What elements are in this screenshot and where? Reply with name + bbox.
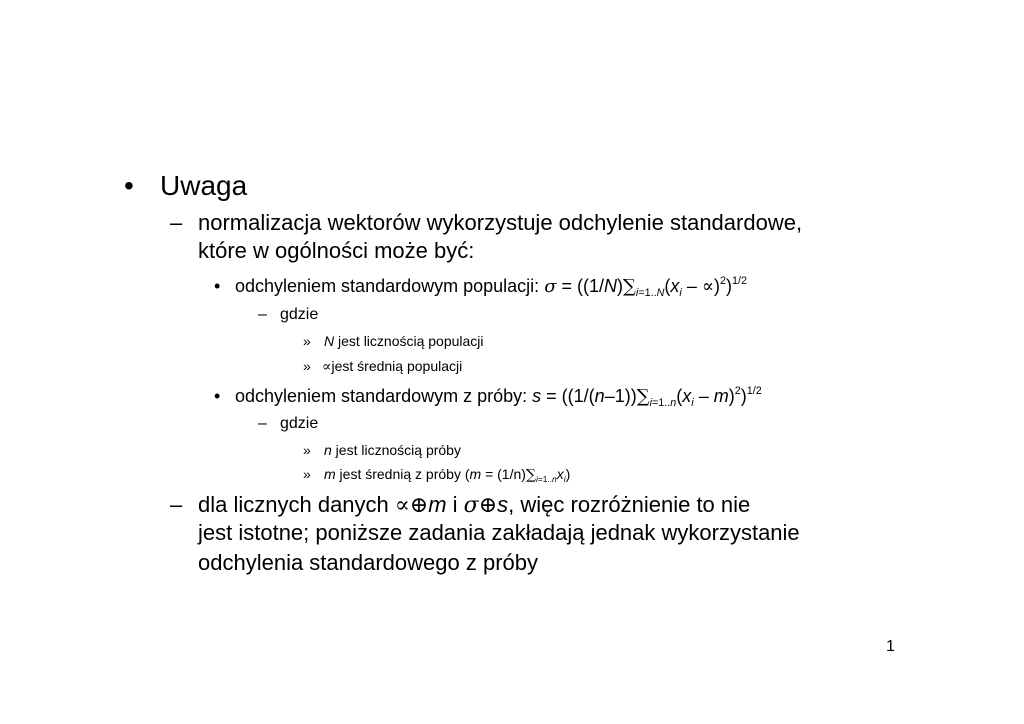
- raquo-marker: »: [303, 358, 311, 374]
- raquo-marker: »: [303, 466, 311, 482]
- item2-line3: odchylenia standardowego z próby: [198, 550, 539, 575]
- bullet-marker: •: [214, 386, 221, 406]
- gdzie-label: gdzie: [280, 415, 319, 432]
- population-def-n: N jest licznością populacji: [324, 333, 484, 349]
- heading-uwaga: Uwaga: [160, 170, 248, 201]
- gdzie-label: gdzie: [280, 306, 319, 323]
- sample-formula: odchyleniem standardowym z próby: $s = ((1/(n-1))\sum_{i=1..n}(x_i - m)^2)^{1/2}$: [235, 384, 762, 409]
- dash-marker: –: [170, 210, 183, 235]
- population-formula: odchyleniem standardowym populacji: $\sigma = ((1/N)\sum_{i=1..N}(x_i - \propto)^2)^{1/2}$: [235, 274, 748, 299]
- raquo-marker: »: [303, 333, 311, 349]
- item2-line2: jest istotne; poniższe zadania zakładają jednak wykorzystanie: [198, 520, 800, 545]
- item2-line1: dla licznych danych ∝⊕m i σ⊕s, więc rozróżnienie to nie: [198, 492, 751, 518]
- item1-line1: normalizacja wektorów wykorzystuje odchylenie standardowe,: [198, 210, 803, 235]
- bullet-marker: •: [214, 276, 221, 296]
- sample-def-n: n jest licznością próby: [324, 442, 461, 458]
- item1-line2: które w ogólności może być:: [198, 238, 475, 263]
- raquo-marker: »: [303, 442, 311, 458]
- bullet-marker: •: [124, 170, 134, 201]
- population-def-mean: ∝jest średnią populacji: [322, 358, 463, 375]
- dash-marker: –: [258, 415, 267, 432]
- page-number: 1: [886, 638, 895, 655]
- dash-marker: –: [258, 306, 267, 323]
- sample-def-mean: m jest średnią z próby $(m = (1/n)\sum_{i=1..n}x_i)$: [324, 466, 571, 484]
- dash-marker: –: [170, 492, 183, 517]
